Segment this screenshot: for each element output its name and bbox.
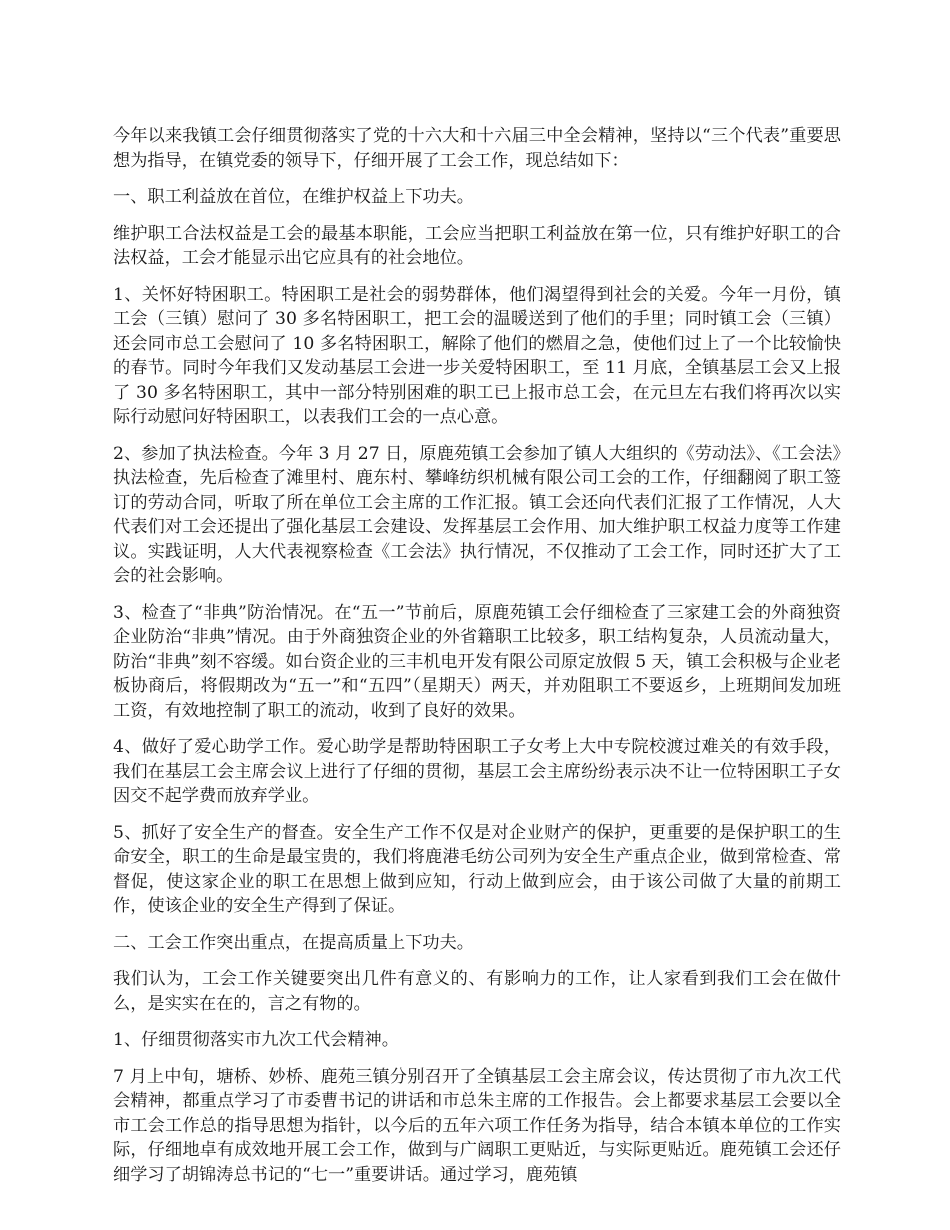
section-heading-1: 一、职工利益放在首位，在维护权益上下功夫。	[113, 187, 474, 207]
item-4-paragraph: 4、做好了爱心助学工作。爱心助学是帮助特困职工子女考上大中专院校渡过难关的有效手段，我们在基层工会主席会议上进行了仔细的贯彻，基层工会主席纷纷表示决不让一位特困职工子女因交不起学费而放弃学业。	[113, 737, 841, 806]
section-heading-2: 二、工会工作突出重点，在提高质量上下功夫。	[113, 932, 474, 953]
section-2-item-1-paragraph: 7 月上中旬，塘桥、妙桥、鹿苑三镇分别召开了全镇基层工会主席会议，传达贯彻了市九次工代会精神，都重点学习了市委曹书记的讲话和市总朱主席的工作报告。会上都要求基层工会要以全市工会工作总的指导思想为指针，以今后的五年六项工作任务为指导，结合本镇本单位的工作实际，仔细地卓有成效地开展工会工作，做到与广阔职工更贴近，与实际更贴近。鹿苑镇工会还仔细学习了胡锦涛总书记的“七一”重要讲话。通过学习，鹿苑镇	[113, 1066, 841, 1185]
item-1-paragraph: 1、关怀好特困职工。特困职工是社会的弱势群体，他们渴望得到社会的关爱。今年一月份，镇工会（三镇）慰问了 30 多名特困职工，把工会的温暖送到了他们的手里；同时镇工会（三镇）还会同市总工会慰问了 10 多名特困职工，解除了他们的燃眉之急，使他们过上了一个比较愉快的春节。同时今年我们又发动基层工会进一步关爱特困职工，至 11 月底，全镇基层工会又上报了 30 多名特困职工，其中一部分特别困难的职工已上报市总工会，在元旦左右我们将再次以实际行动慰问好特困职工，以表我们工会的一点心意。	[113, 284, 841, 427]
item-3-paragraph: 3、检查了“非典”防治情况。在“五一”节前后，原鹿苑镇工会仔细检查了三家建工会的外商独资企业防治“非典”情况。由于外商独资企业的外省籍职工比较多，职工结构复杂，人员流动量大，防治“非典”刻不容缓。如台资企业的三丰机电开发有限公司原定放假 5 天，镇工会积极与企业老板协商后，将假期改为“五一”和“五四”（星期天）两天，并劝阻职工不要返乡，上班期间发加班工资，有效地控制了职工的流动，收到了良好的效果。	[113, 602, 841, 721]
section-2-intro-paragraph: 我们认为，工会工作关键要突出几件有意义的、有影响力的工作，让人家看到我们工会在做什么，是实实在在的，言之有物的。	[113, 969, 841, 1014]
item-5-paragraph: 5、抓好了安全生产的督查。安全生产工作不仅是对企业财产的保护，更重要的是保护职工的生命安全，职工的生命是最宝贵的，我们将鹿港毛纺公司列为安全生产重点企业，做到常检查、常督促，使这家企业的职工在思想上做到应知，行动上做到应会，由于该公司做了大量的前期工作，使该企业的安全生产得到了保证。	[113, 822, 841, 916]
section-1-intro-paragraph: 维护职工合法权益是工会的最基本职能，工会应当把职工利益放在第一位，只有维护好职工的合法权益，工会才能显示出它应具有的社会地位。	[113, 223, 841, 268]
document-body	[113, 124, 841, 1199]
intro-paragraph: 今年以来我镇工会仔细贯彻落实了党的十六大和十六届三中全会精神，坚持以“三个代表”重要思想为指导，在镇党委的领导下，仔细开展了工会工作，现总结如下：	[113, 126, 841, 171]
item-2-paragraph: 2、参加了执法检查。今年 3 月 27 日，原鹿苑镇工会参加了镇人大组织的《劳动法》、《工会法》执法检查，先后检查了滩里村、鹿东村、攀峰纺织机械有限公司工会的工作，仔细翻阅了职工签订的劳动合同，听取了所在单位工会主席的工作汇报。镇工会还向代表们汇报了工作情况，人大代表们对工会还提出了强化基层工会建设、发挥基层工会作用、加大维护职工权益力度等工作建议。实践证明，人大代表视察检查《工会法》执行情况，不仅推动了工会工作，同时还扩大了工会的社会影响。	[113, 443, 841, 586]
section-2-item-1-heading: 1、仔细贯彻落实市九次工代会精神。	[113, 1030, 399, 1050]
